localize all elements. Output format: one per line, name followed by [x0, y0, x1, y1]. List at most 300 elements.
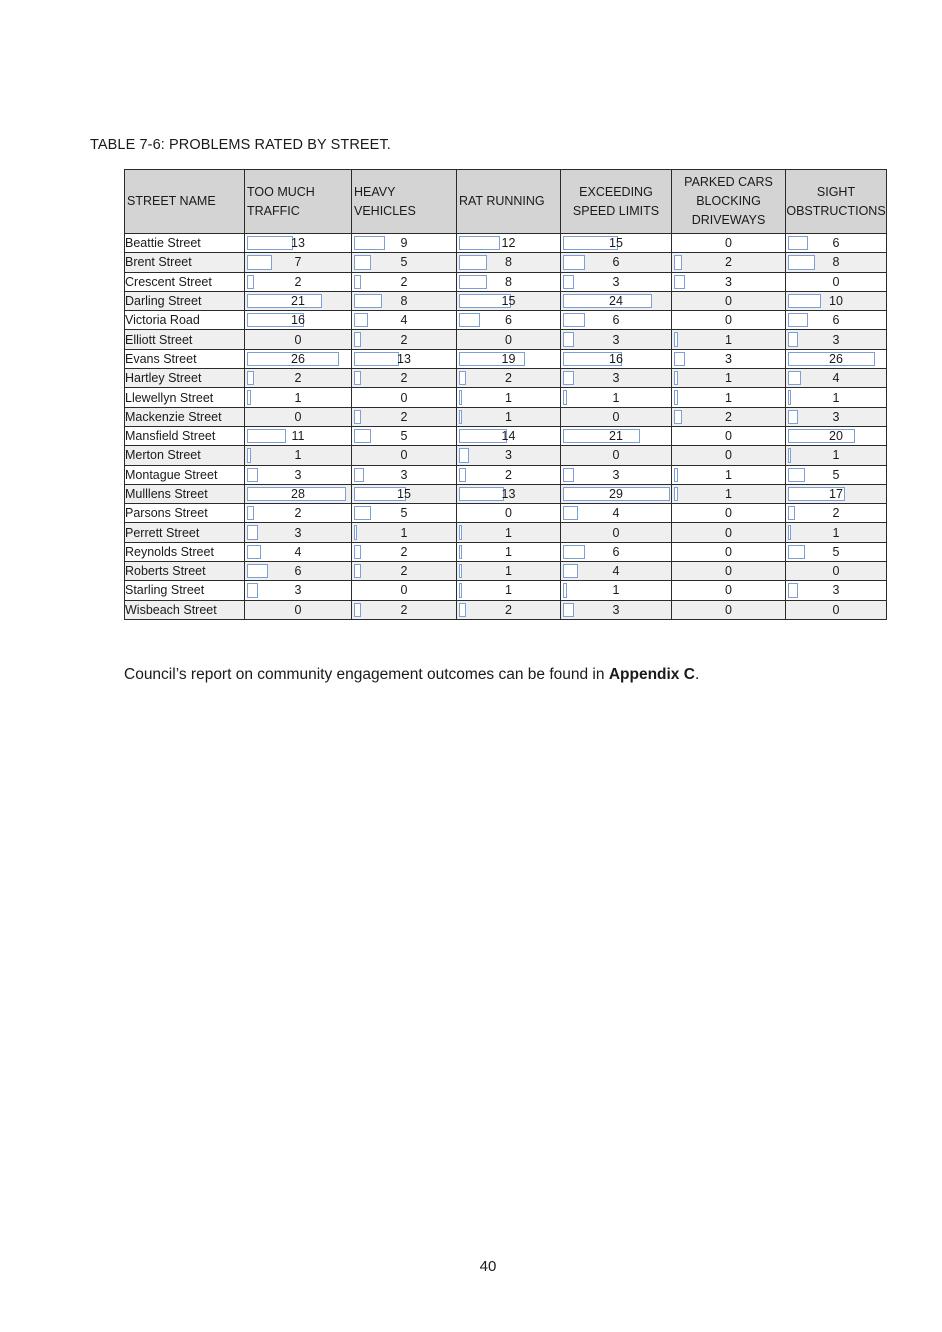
value-cell: [457, 581, 561, 600]
cell-value: 0: [725, 583, 732, 598]
cell-value: 4: [832, 371, 840, 386]
table-body: [125, 234, 887, 620]
data-bar: [354, 275, 361, 289]
value-cell: [352, 504, 457, 523]
data-bar: [563, 294, 652, 308]
data-bar: [788, 410, 798, 424]
page-number: 40: [479, 1258, 497, 1275]
value-cell: [457, 484, 561, 503]
cell-value: 0: [294, 409, 302, 424]
value-cell: [245, 311, 352, 330]
cell-value: 2: [505, 467, 512, 482]
cell-value: 0: [400, 390, 408, 405]
value-cell: [786, 330, 887, 349]
value-cell: [672, 600, 786, 619]
cell-value: 3: [725, 351, 732, 366]
appendix-link-text: Appendix C: [608, 666, 695, 683]
value-cell: [457, 234, 561, 253]
data-bar: [788, 506, 795, 520]
data-bar: [354, 236, 385, 250]
value-cell: [457, 291, 561, 310]
cell-value: 0: [612, 525, 620, 540]
cell-value: 3: [832, 409, 840, 424]
value-cell: [561, 465, 672, 484]
table-row: [125, 562, 887, 581]
column-header: [561, 170, 672, 234]
value-cell: [672, 369, 786, 388]
cell-value: 1: [505, 583, 512, 598]
data-bar: [247, 583, 258, 597]
value-cell: [672, 311, 786, 330]
value-cell: [561, 523, 672, 542]
cell-value: 6: [832, 236, 840, 251]
cell-value: 21: [609, 429, 623, 444]
cell-value: 0: [725, 544, 732, 559]
cell-value: 1: [832, 525, 840, 540]
table-row: [125, 426, 887, 445]
value-cell: [786, 311, 887, 330]
cell-value: 8: [505, 274, 512, 289]
value-cell: [561, 504, 672, 523]
data-bar: [674, 371, 678, 385]
data-bar: [247, 429, 286, 443]
data-bar: [563, 313, 585, 327]
table-row: [125, 234, 887, 253]
cell-value: 2: [725, 409, 732, 424]
data-bar: [247, 390, 251, 404]
street-name-cell: Reynolds Street: [125, 542, 245, 561]
value-cell: [245, 349, 352, 368]
data-bar: [459, 255, 487, 269]
cell-value: 5: [832, 467, 840, 482]
cell-value: 0: [612, 409, 620, 424]
value-cell: [786, 369, 887, 388]
data-bar: [459, 525, 462, 539]
data-bar: [459, 429, 507, 443]
cell-value: 0: [725, 313, 732, 328]
cell-value: 0: [725, 448, 732, 463]
value-cell: [672, 272, 786, 291]
value-cell: [352, 330, 457, 349]
cell-value: 2: [832, 506, 840, 521]
data-bar: [563, 390, 567, 404]
street-name-cell: Beattie Street: [125, 234, 245, 253]
value-cell: [672, 542, 786, 561]
cell-value: 11: [291, 429, 305, 444]
table-row: [125, 407, 887, 426]
value-cell: [672, 330, 786, 349]
cell-value: 3: [400, 467, 408, 482]
cell-value: 3: [612, 602, 620, 617]
data-bar: [563, 603, 574, 617]
data-bar: [674, 410, 682, 424]
column-header-line: BLOCKING: [696, 194, 761, 208]
data-bar: [247, 371, 254, 385]
street-name-cell: Wisbeach Street: [125, 600, 245, 619]
street-name-cell: Starling Street: [125, 581, 245, 600]
value-cell: [352, 426, 457, 445]
data-bar: [674, 487, 678, 501]
value-cell: [245, 581, 352, 600]
cell-value: 16: [609, 351, 623, 366]
paragraph-text: Council’s report on community engagement outcomes can be found in: [124, 666, 609, 683]
data-bar: [563, 564, 578, 578]
data-bar: [459, 603, 466, 617]
value-cell: [786, 388, 887, 407]
column-header-line: HEAVY VEHICLES: [354, 184, 416, 218]
data-bar: [788, 429, 855, 443]
data-bar: [247, 255, 272, 269]
cell-value: 2: [400, 409, 408, 424]
data-bar: [354, 313, 368, 327]
cell-value: 0: [505, 332, 512, 347]
cell-value: 3: [612, 371, 620, 386]
data-bar: [459, 352, 525, 366]
data-bar: [354, 352, 399, 366]
value-cell: [457, 562, 561, 581]
value-cell: [457, 426, 561, 445]
value-cell: [245, 388, 352, 407]
value-cell: [786, 234, 887, 253]
value-cell: [561, 272, 672, 291]
value-cell: [561, 253, 672, 272]
value-cell: [457, 542, 561, 561]
value-cell: [672, 562, 786, 581]
value-cell: [352, 523, 457, 542]
value-cell: [561, 600, 672, 619]
value-cell: [352, 349, 457, 368]
value-cell: [786, 484, 887, 503]
cell-value: 5: [400, 255, 408, 270]
table-row: [125, 253, 887, 272]
data-bar: [788, 236, 808, 250]
cell-value: 6: [294, 564, 302, 579]
table-row: [125, 581, 887, 600]
data-bar: [354, 525, 357, 539]
column-header: [125, 170, 245, 234]
value-cell: [672, 234, 786, 253]
cell-value: 3: [612, 467, 620, 482]
cell-value: 3: [294, 525, 302, 540]
cell-value: 2: [294, 371, 302, 386]
cell-value: 2: [400, 544, 408, 559]
value-cell: [561, 349, 672, 368]
data-bar: [247, 448, 251, 462]
cell-value: 5: [400, 429, 408, 444]
value-cell: [786, 291, 887, 310]
data-bar: [247, 468, 258, 482]
value-cell: [561, 388, 672, 407]
value-cell: [245, 426, 352, 445]
table-row: [125, 542, 887, 561]
data-bar: [563, 506, 578, 520]
cell-value: 14: [501, 429, 516, 444]
value-cell: [672, 426, 786, 445]
cell-value: 2: [505, 602, 512, 617]
paragraph-end: .: [694, 666, 700, 683]
column-header-line: DRIVEWAYS: [691, 213, 766, 227]
value-cell: [352, 465, 457, 484]
value-cell: [561, 369, 672, 388]
value-cell: [352, 291, 457, 310]
value-cell: [786, 581, 887, 600]
table-row: [125, 330, 887, 349]
cell-value: 2: [400, 602, 408, 617]
value-cell: [672, 349, 786, 368]
value-cell: [561, 562, 672, 581]
data-bar: [563, 255, 585, 269]
value-cell: [672, 388, 786, 407]
data-bar: [354, 506, 371, 520]
cell-value: 1: [505, 390, 512, 405]
data-bar: [354, 564, 361, 578]
cell-value: 21: [291, 294, 305, 309]
value-cell: [457, 388, 561, 407]
cell-value: 0: [725, 236, 732, 251]
cell-value: 1: [832, 390, 840, 405]
cell-value: 4: [612, 564, 620, 579]
street-name-cell: Montague Street: [125, 465, 245, 484]
cell-value: 0: [832, 564, 840, 579]
cell-value: 0: [832, 274, 840, 289]
cell-value: 17: [829, 487, 843, 501]
cell-value: 6: [612, 313, 620, 328]
street-name-cell: Hartley Street: [125, 369, 245, 388]
cell-value: 4: [400, 313, 408, 328]
cell-value: 3: [612, 332, 620, 347]
value-cell: [245, 253, 352, 272]
value-cell: [672, 504, 786, 523]
value-cell: [352, 484, 457, 503]
data-bar: [674, 255, 682, 269]
value-cell: [352, 311, 457, 330]
table-row: [125, 523, 887, 542]
table-row: [125, 504, 887, 523]
data-bar: [354, 294, 382, 308]
cell-value: 13: [501, 487, 516, 501]
value-cell: [672, 523, 786, 542]
cell-value: 13: [397, 351, 411, 366]
cell-value: 2: [294, 274, 302, 289]
cell-value: 5: [400, 506, 408, 521]
value-cell: [245, 465, 352, 484]
value-cell: [561, 426, 672, 445]
data-bar: [674, 332, 678, 346]
value-cell: [786, 504, 887, 523]
street-name-cell: Mansfield Street: [125, 426, 245, 445]
table-row: [125, 369, 887, 388]
data-bar: [788, 294, 821, 308]
cell-value: 3: [832, 583, 840, 598]
cell-value: 1: [505, 409, 512, 424]
value-cell: [561, 311, 672, 330]
street-name-cell: Crescent Street: [125, 272, 245, 291]
data-bar: [459, 583, 462, 597]
data-bar: [247, 236, 293, 250]
value-cell: [786, 465, 887, 484]
cell-value: 1: [612, 583, 620, 598]
value-cell: [457, 504, 561, 523]
value-cell: [786, 272, 887, 291]
value-cell: [352, 369, 457, 388]
cell-value: 0: [612, 448, 620, 463]
table-row: [125, 349, 887, 368]
column-header: [457, 170, 561, 234]
data-bar: [247, 564, 268, 578]
table-row: [125, 291, 887, 310]
column-header-line: TOO MUCH: [247, 184, 315, 199]
value-cell: [457, 272, 561, 291]
value-cell: [561, 407, 672, 426]
value-cell: [352, 446, 457, 465]
data-bar: [354, 371, 361, 385]
data-bar: [247, 294, 322, 308]
data-bar: [459, 545, 462, 559]
data-bar: [563, 468, 574, 482]
cell-value: 1: [505, 544, 512, 559]
cell-value: 0: [725, 525, 732, 540]
column-header: [245, 170, 352, 234]
cell-value: 1: [725, 371, 732, 386]
data-bar: [563, 545, 585, 559]
cell-value: 8: [400, 294, 408, 309]
value-cell: [352, 388, 457, 407]
cell-value: 4: [612, 506, 620, 521]
data-bar: [674, 352, 685, 366]
cell-value: 26: [291, 351, 305, 366]
value-cell: [245, 600, 352, 619]
cell-value: 3: [294, 583, 302, 598]
appendix-paragraph: [124, 666, 699, 684]
table-caption: TABLE 7-6: PROBLEMS RATED BY STREET.: [90, 137, 391, 153]
table-row: [125, 388, 887, 407]
data-bar: [459, 448, 469, 462]
cell-value: 1: [725, 390, 732, 405]
column-header: [672, 170, 786, 234]
cell-value: 5: [832, 544, 840, 559]
data-bar: [354, 410, 361, 424]
column-header-line: TRAFFIC: [247, 203, 300, 218]
value-cell: [245, 291, 352, 310]
data-bar: [247, 545, 261, 559]
cell-value: 2: [400, 371, 408, 386]
data-bar: [247, 275, 254, 289]
data-bar: [674, 468, 678, 482]
cell-value: 15: [609, 236, 623, 251]
cell-value: 2: [400, 332, 408, 347]
street-name-cell: Perrett Street: [125, 523, 245, 542]
cell-value: 15: [397, 487, 411, 501]
cell-value: 6: [612, 255, 620, 270]
cell-value: 16: [291, 313, 305, 328]
column-header-line: OBSTRUCTIONS: [786, 203, 886, 218]
value-cell: [457, 330, 561, 349]
data-bar: [459, 487, 504, 501]
value-cell: [457, 600, 561, 619]
cell-value: 9: [400, 236, 408, 251]
column-header-line: EXCEEDING: [579, 184, 653, 199]
data-bar: [563, 332, 574, 346]
cell-value: 4: [294, 544, 302, 559]
cell-value: 1: [505, 525, 512, 540]
value-cell: [352, 234, 457, 253]
value-cell: [352, 253, 457, 272]
cell-value: 24: [609, 294, 623, 309]
table-row: [125, 272, 887, 291]
data-bar: [247, 506, 254, 520]
value-cell: [352, 272, 457, 291]
value-cell: [786, 523, 887, 542]
value-cell: [561, 234, 672, 253]
value-cell: [457, 311, 561, 330]
cell-value: 28: [291, 487, 305, 501]
value-cell: [786, 253, 887, 272]
cell-value: 29: [609, 487, 623, 501]
data-bar: [459, 313, 480, 327]
data-bar: [459, 564, 462, 578]
cell-value: 1: [294, 448, 302, 463]
problems-by-street-table: [124, 169, 887, 620]
data-bar: [563, 583, 567, 597]
cell-value: 0: [400, 448, 408, 463]
table-row: [125, 600, 887, 619]
data-bar: [788, 371, 801, 385]
data-bar: [354, 545, 361, 559]
street-name-cell: Victoria Road: [125, 311, 245, 330]
street-name-cell: Darling Street: [125, 291, 245, 310]
value-cell: [672, 465, 786, 484]
cell-value: 0: [725, 294, 732, 309]
value-cell: [786, 446, 887, 465]
cell-value: 1: [612, 390, 620, 405]
table-row: [125, 446, 887, 465]
value-cell: [561, 291, 672, 310]
value-cell: [245, 407, 352, 426]
street-name-cell: Brent Street: [125, 253, 245, 272]
value-cell: [457, 446, 561, 465]
cell-value: 3: [725, 274, 732, 289]
data-bar: [788, 255, 815, 269]
cell-value: 0: [725, 564, 732, 579]
cell-value: 3: [294, 467, 302, 482]
value-cell: [352, 600, 457, 619]
value-cell: [672, 484, 786, 503]
street-name-cell: Parsons Street: [125, 504, 245, 523]
value-cell: [245, 562, 352, 581]
cell-value: 2: [294, 506, 302, 521]
cell-value: 19: [501, 351, 516, 366]
value-cell: [672, 291, 786, 310]
data-bar: [459, 236, 500, 250]
data-bar: [354, 332, 361, 346]
data-bar: [354, 468, 364, 482]
data-bar: [563, 371, 574, 385]
data-bar: [354, 603, 361, 617]
value-cell: [672, 446, 786, 465]
value-cell: [672, 253, 786, 272]
cell-value: 8: [832, 255, 840, 270]
cell-value: 2: [725, 255, 732, 270]
value-cell: [245, 446, 352, 465]
data-bar: [788, 390, 791, 404]
column-header: [786, 170, 887, 234]
table-row: [125, 484, 887, 503]
value-cell: [457, 465, 561, 484]
value-cell: [245, 523, 352, 542]
data-bar: [788, 583, 798, 597]
value-cell: [457, 349, 561, 368]
cell-value: 13: [291, 236, 305, 251]
